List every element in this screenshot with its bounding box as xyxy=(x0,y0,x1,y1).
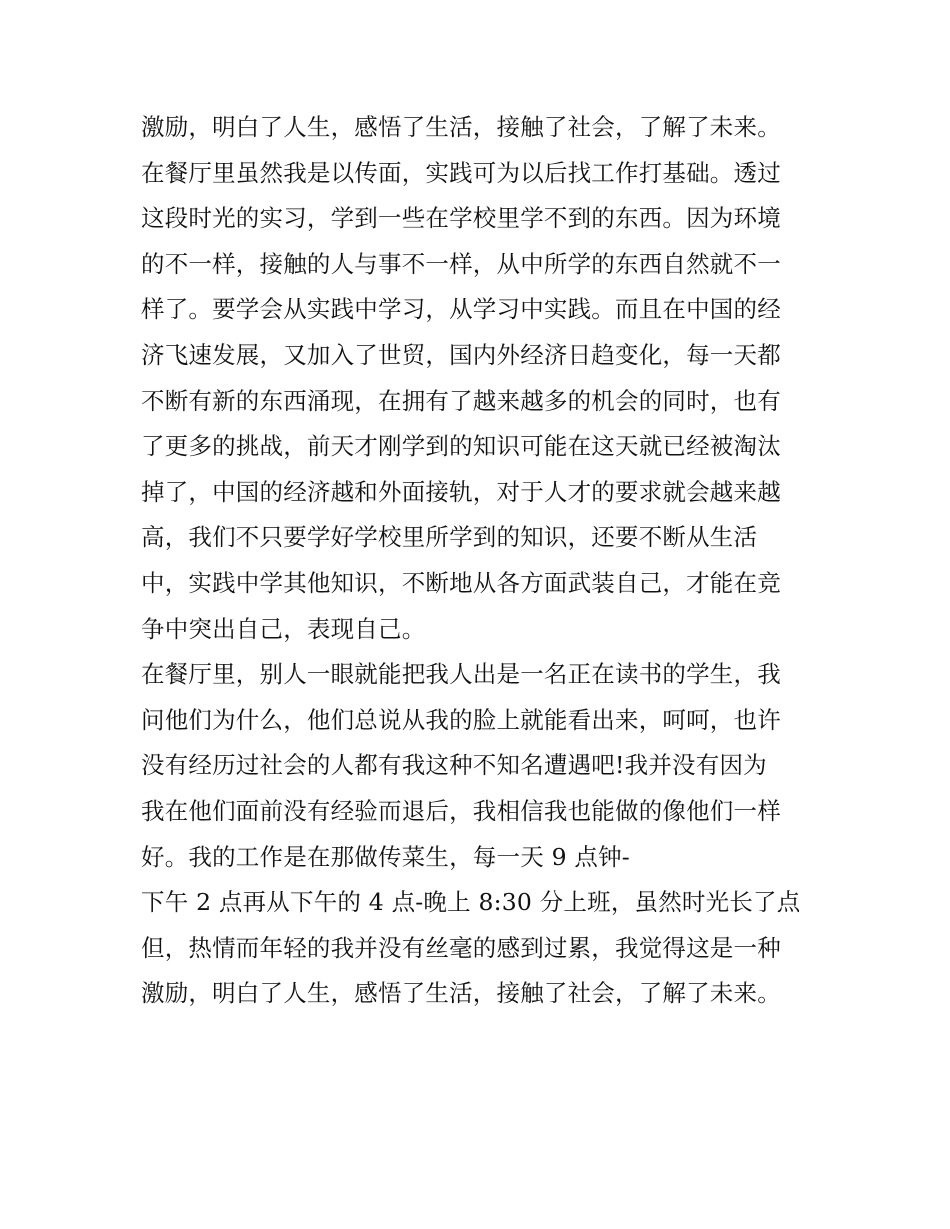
text-line: 但，热情而年轻的我并没有丝毫的感到过累，我觉得这是一种 xyxy=(141,933,781,962)
text-line: 济飞速发展，又加入了世贸，国内外经济日趋变化，每一天都 xyxy=(141,340,781,369)
text-line: 的不一样，接触的人与事不一样，从中所学的东西自然就不一 xyxy=(141,249,781,278)
text-line: 问他们为什么，他们总说从我的脸上就能看出来，呵呵，也许 xyxy=(141,705,781,734)
text-line: 样了。要学会从实践中学习，从学习中实践。而且在中国的经 xyxy=(141,295,781,324)
text-line: 激励，明白了人生，感悟了生活，接触了社会，了解了未来。 xyxy=(141,113,781,141)
text-line: 我在他们面前没有经验而退后，我相信我也能做的像他们一样 xyxy=(141,796,781,825)
text-line: 了更多的挑战，前天才刚学到的知识可能在这天就已经被淘汰 xyxy=(141,432,781,461)
text-line: 激励，明白了人生，感悟了生活，接触了社会，了解了未来。 xyxy=(141,979,781,1008)
text-line: 好。我的工作是在那做传菜生，每一天 9 点钟- xyxy=(141,842,630,871)
text-line: 掉了，中国的经济越和外面接轨，对于人才的要求就会越来越 xyxy=(141,477,781,506)
body-text xyxy=(141,105,821,1017)
text-line: 在餐厅里，别人一眼就能把我人出是一名正在读书的学生，我 xyxy=(141,660,781,689)
text-line: 高，我们不只要学好学校里所学到的知识，还要不断从生活 xyxy=(141,523,758,552)
text-line: 中，实践中学其他知识，不断地从各方面武装自己，才能在竞 xyxy=(141,568,781,597)
text-line: 下午 2 点再从下午的 4 点-晚上 8:30 分上班，虽然时光长了点 xyxy=(141,888,801,917)
text-line: 这段时光的实习，学到一些在学校里学不到的东西。因为环境 xyxy=(141,204,781,233)
text-line: 不断有新的东西涌现，在拥有了越来越多的机会的同时，也有 xyxy=(141,386,781,415)
text-line: 在餐厅里虽然我是以传面，实践可为以后找工作打基础。透过 xyxy=(141,158,781,187)
text-line: 争中突出自己，表现自己。 xyxy=(141,614,426,643)
text-line: 没有经历过社会的人都有我这种不知名遭遇吧!我并没有因为 xyxy=(141,751,767,780)
